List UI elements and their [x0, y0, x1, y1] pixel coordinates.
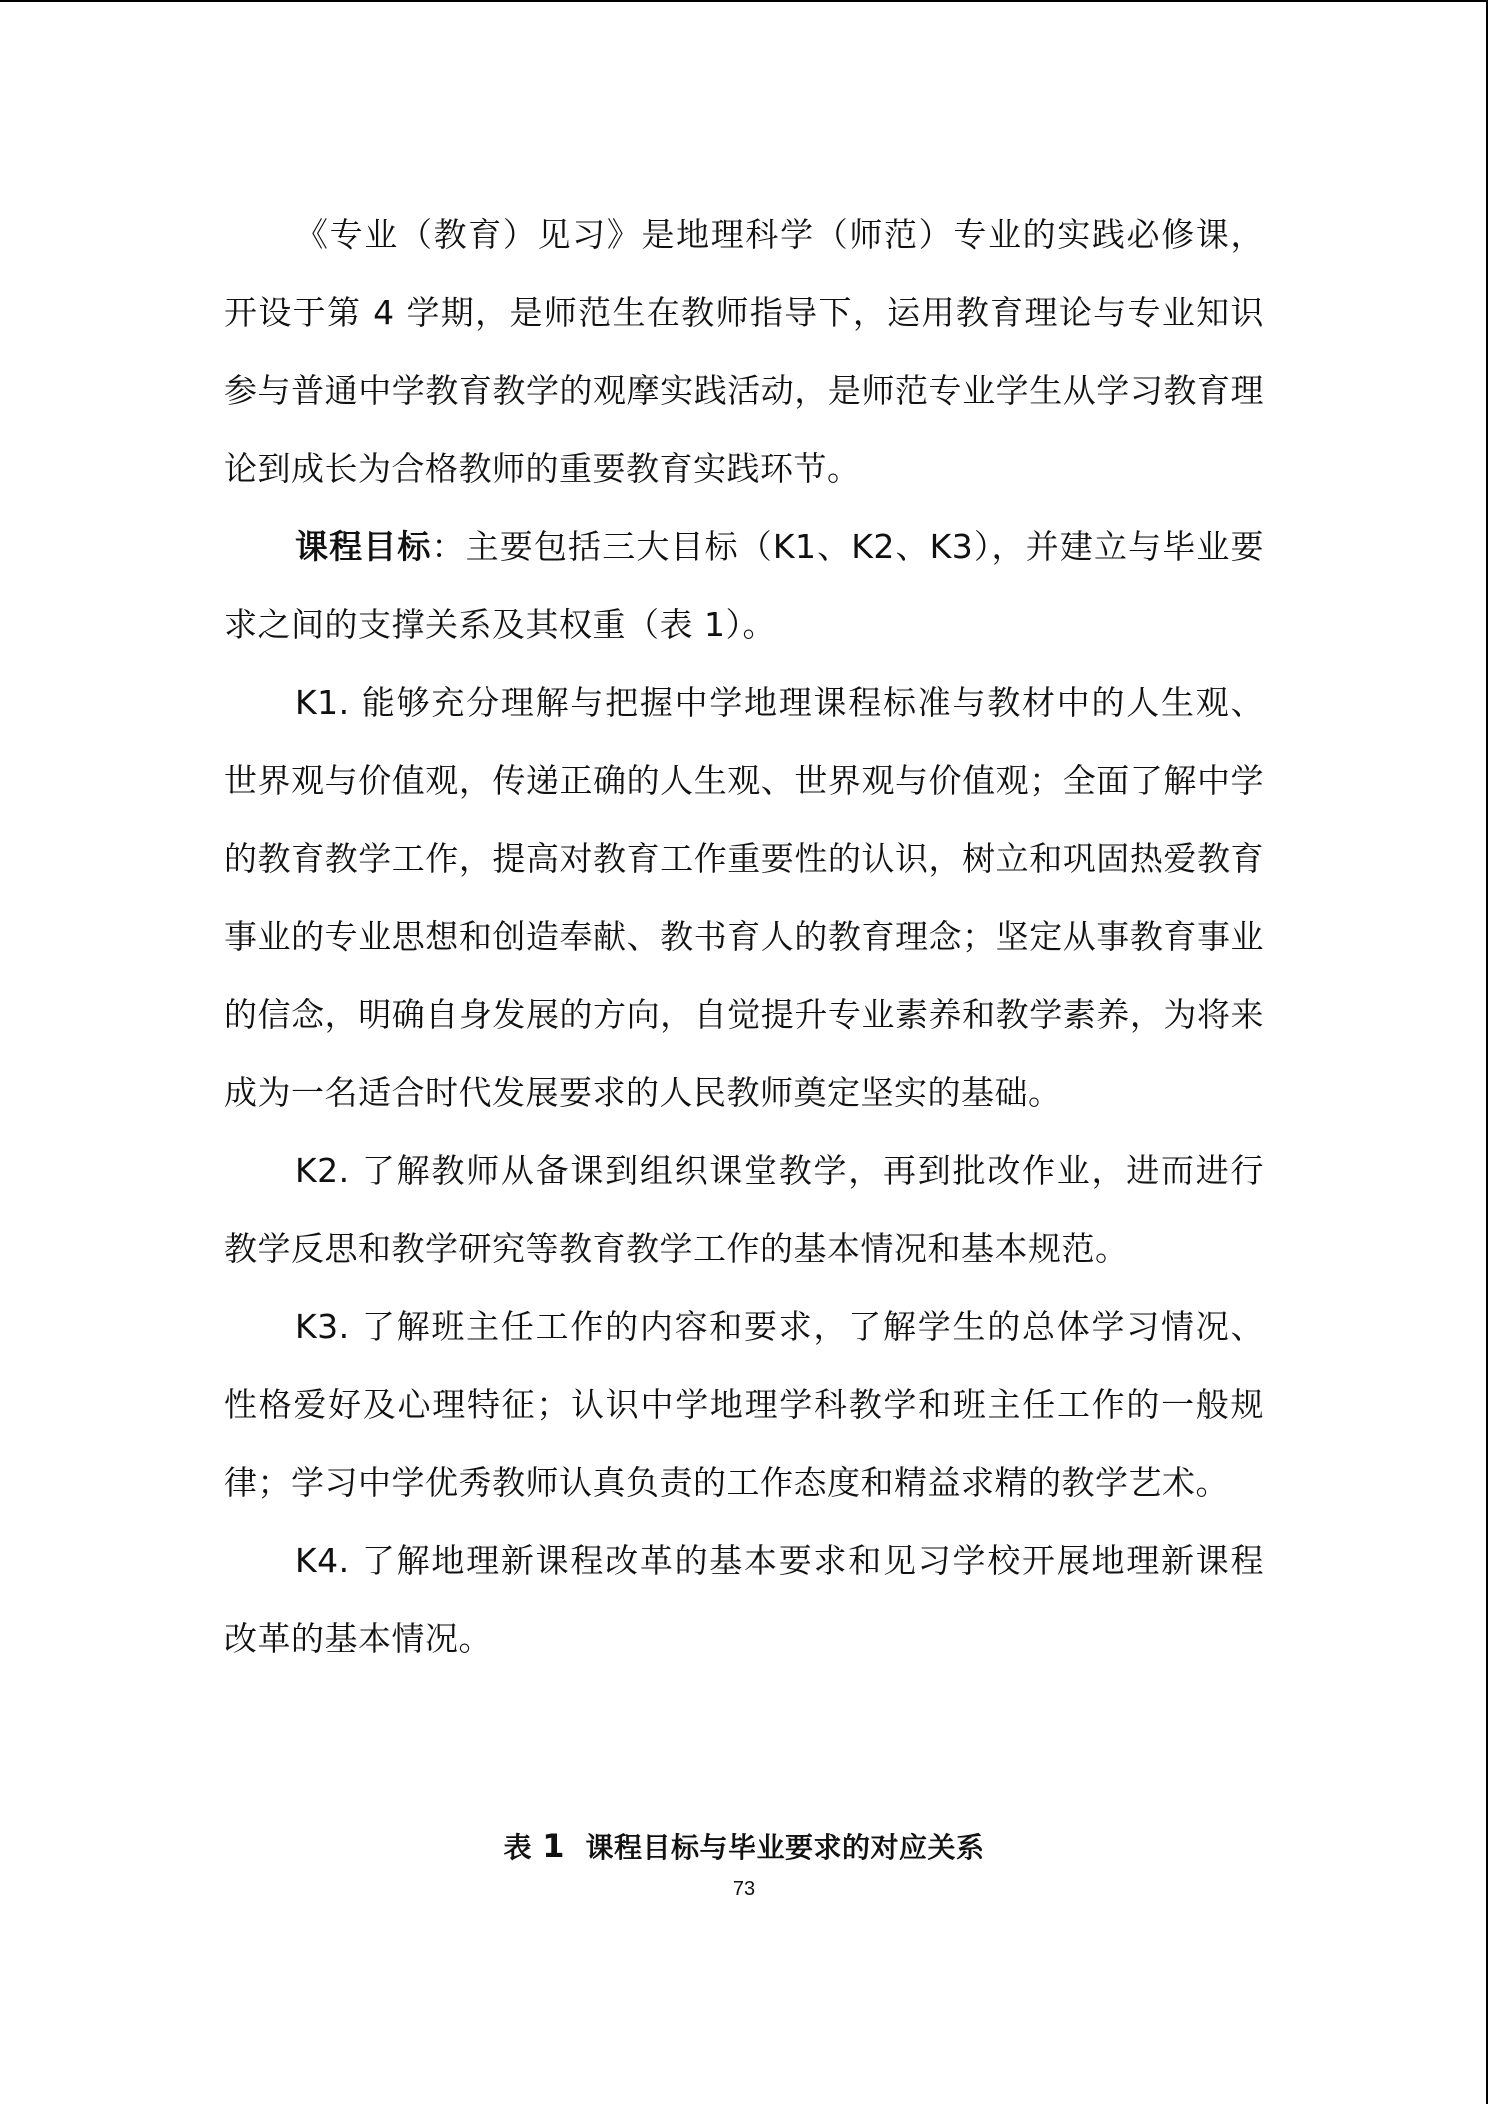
table-caption-title: 课程目标与毕业要求的对应关系: [585, 1831, 985, 1864]
paragraph-k1: K1. 能够充分理解与把握中学地理课程标准与教材中的人生观、世界观与价值观，传递正确的人生观、世界观与价值观；全面了解中学的教育教学工作，提高对教育工作重要性的认识，树立和巩固热爱教育事业的专业思想和创造奉献、教书育人的教育理念；坚定从事教育事业的信念，明确自身发展的方向，自觉提升专业素养和教学素养，为将来成为一名适合时代发展要求的人民教师奠定坚实的基础。: [224, 683, 1264, 1112]
top-border-line: [0, 0, 1488, 2]
objectives-heading: 课程目标: [295, 527, 432, 566]
table-caption-prefix: 表: [503, 1831, 532, 1864]
paragraph-objectives: [224, 508, 1264, 664]
paragraph-k3: K3. 了解班主任工作的内容和要求，了解学生的总体学习情况、性格爱好及心理特征；认识中学地理学科教学和班主任工作的一般规律；学习中学优秀教师认真负责的工作态度和精益求精的教学艺术。: [224, 1307, 1264, 1502]
table-caption: [0, 1826, 1488, 1866]
objectives-text: ：主要包括三大目标（K1、K2、K3），并建立与毕业要求之间的支撑关系及其权重（表 1）。: [224, 527, 1264, 644]
paragraph-k4: K4. 了解地理新课程改革的基本要求和见习学校开展地理新课程改革的基本情况。: [224, 1541, 1264, 1658]
page-number: 73: [732, 1878, 756, 1900]
document-body: [224, 196, 1264, 1678]
paragraph-intro: 《专业（教育）见习》是地理科学（师范）专业的实践必修课，开设于第 4 学期，是师范生在教师指导下，运用教育理论与专业知识参与普通中学教育教学的观摩实践活动，是师范专业学生从学习教育理论到成长为合格教师的重要教育实践环节。: [224, 215, 1264, 488]
paragraph-k2: K2. 了解教师从备课到组织课堂教学，再到批改作业，进而进行教学反思和教学研究等教育教学工作的基本情况和基本规范。: [224, 1151, 1264, 1268]
table-caption-number: 1: [542, 1827, 565, 1865]
